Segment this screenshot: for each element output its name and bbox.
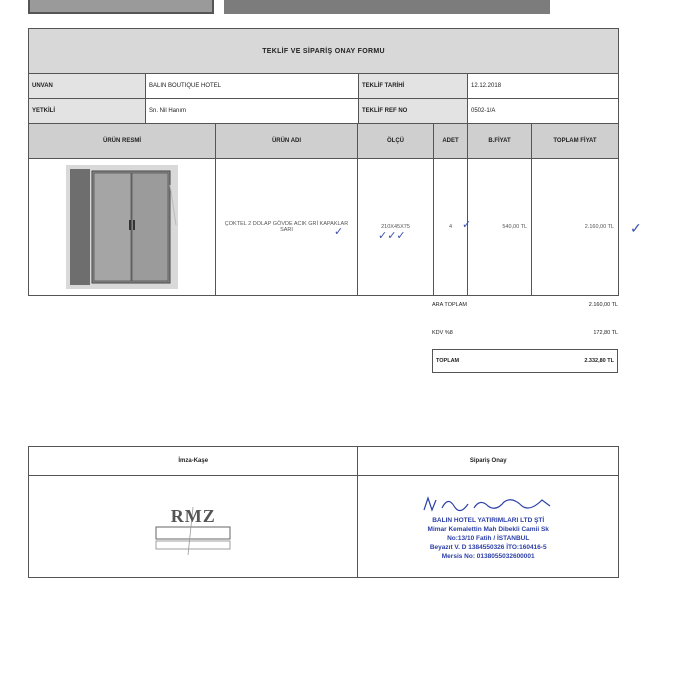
- siparis-onay-header: Sipariş Onay: [469, 458, 507, 464]
- teklif-tarihi-value: 12.12.2018: [471, 83, 502, 89]
- handwritten-check-mark: ✓: [334, 226, 344, 238]
- stamp-line: Mersis No: 0138055032600001: [441, 553, 535, 560]
- product-table-header: [29, 124, 618, 159]
- toplam-row: [432, 349, 618, 373]
- signature-body: [29, 476, 618, 577]
- header-olcu: ÖLÇÜ: [358, 124, 434, 158]
- imza-kase-header: İmza-Kaşe: [29, 447, 358, 475]
- header-urun-resmi: ÜRÜN RESMİ: [29, 124, 216, 158]
- approval-stamp-cell: [358, 476, 618, 577]
- ara-toplam-row: [432, 302, 618, 308]
- approval-stamp: [428, 516, 549, 561]
- header-toplam-fiyat: TOPLAM FİYAT: [553, 138, 597, 144]
- ref-value: 0502-1/A: [471, 108, 496, 114]
- ara-toplam-value: 2.160,00 TL: [588, 302, 618, 308]
- handwritten-check-mark: ✓: [630, 220, 642, 236]
- unvan-label: UNVAN: [29, 74, 146, 98]
- handwritten-check-mark: ✓✓✓: [378, 230, 406, 242]
- product-unit-price: 540,00 TL: [468, 159, 532, 295]
- yetkili-value: Sn. Nil Hanım: [146, 99, 359, 123]
- stamp-line: Beyazıt V. D 1384550326 İTO:160416-5: [429, 544, 547, 551]
- toplam-value: 2.332,80 TL: [584, 358, 614, 364]
- stamp-line: No:13/10 Fatih / İSTANBUL: [447, 535, 530, 542]
- kdv-row: [432, 330, 618, 336]
- ara-toplam-label: ARA TOPLAM: [432, 302, 467, 308]
- handwritten-signature: [418, 492, 558, 516]
- ref-label: TEKLİF REF NO: [359, 99, 468, 123]
- product-name: ÇOKTEL 2 DOLAP GÖVDE ACIK GRİ KAPAKLAR SARI: [216, 159, 358, 295]
- product-qty: 4: [434, 159, 468, 295]
- stamp-line: BALIN HOTEL YATIRIMLARI LTD ŞTİ: [432, 517, 545, 524]
- kdv-value: 172,80 TL: [593, 330, 618, 336]
- unvan-value: BALIN BOUTIQUE HOTEL: [146, 74, 359, 98]
- top-scan-dark-strip: [224, 0, 550, 14]
- yetkili-label: YETKİLİ: [29, 99, 146, 123]
- info-row-1: [29, 74, 618, 99]
- header-urun-adi: ÜRÜN ADI: [216, 124, 358, 158]
- kdv-label: KDV %8: [432, 330, 453, 336]
- order-form: [28, 28, 619, 296]
- rmz-logo-text: RMZ: [170, 506, 216, 526]
- signature-header: [29, 447, 618, 476]
- info-row-2: [29, 99, 618, 124]
- toplam-label: TOPLAM: [436, 358, 460, 364]
- form-title: TEKLİF VE SİPARİŞ ONAY FORMU: [29, 29, 618, 74]
- stamp-line: Mimar Kemalettin Mah Dibekli Camii Sk: [427, 526, 549, 533]
- header-adet: ADET: [434, 124, 468, 158]
- table-row: [29, 159, 618, 295]
- handwritten-check-mark: ✓: [462, 219, 472, 231]
- top-scan-image-strip: [28, 0, 214, 14]
- teklif-tarihi-label: TEKLİF TARİHİ: [359, 74, 468, 98]
- header-birim-fiyat: B.FİYAT: [468, 124, 532, 158]
- company-stamp-cell: [29, 476, 358, 577]
- product-size: 210X45X75: [358, 159, 434, 295]
- product-image-cell: [29, 159, 216, 295]
- product-total-price: 2.160,00 TL: [584, 224, 614, 230]
- cabinet-photo: [66, 165, 178, 289]
- signature-table: [28, 446, 619, 578]
